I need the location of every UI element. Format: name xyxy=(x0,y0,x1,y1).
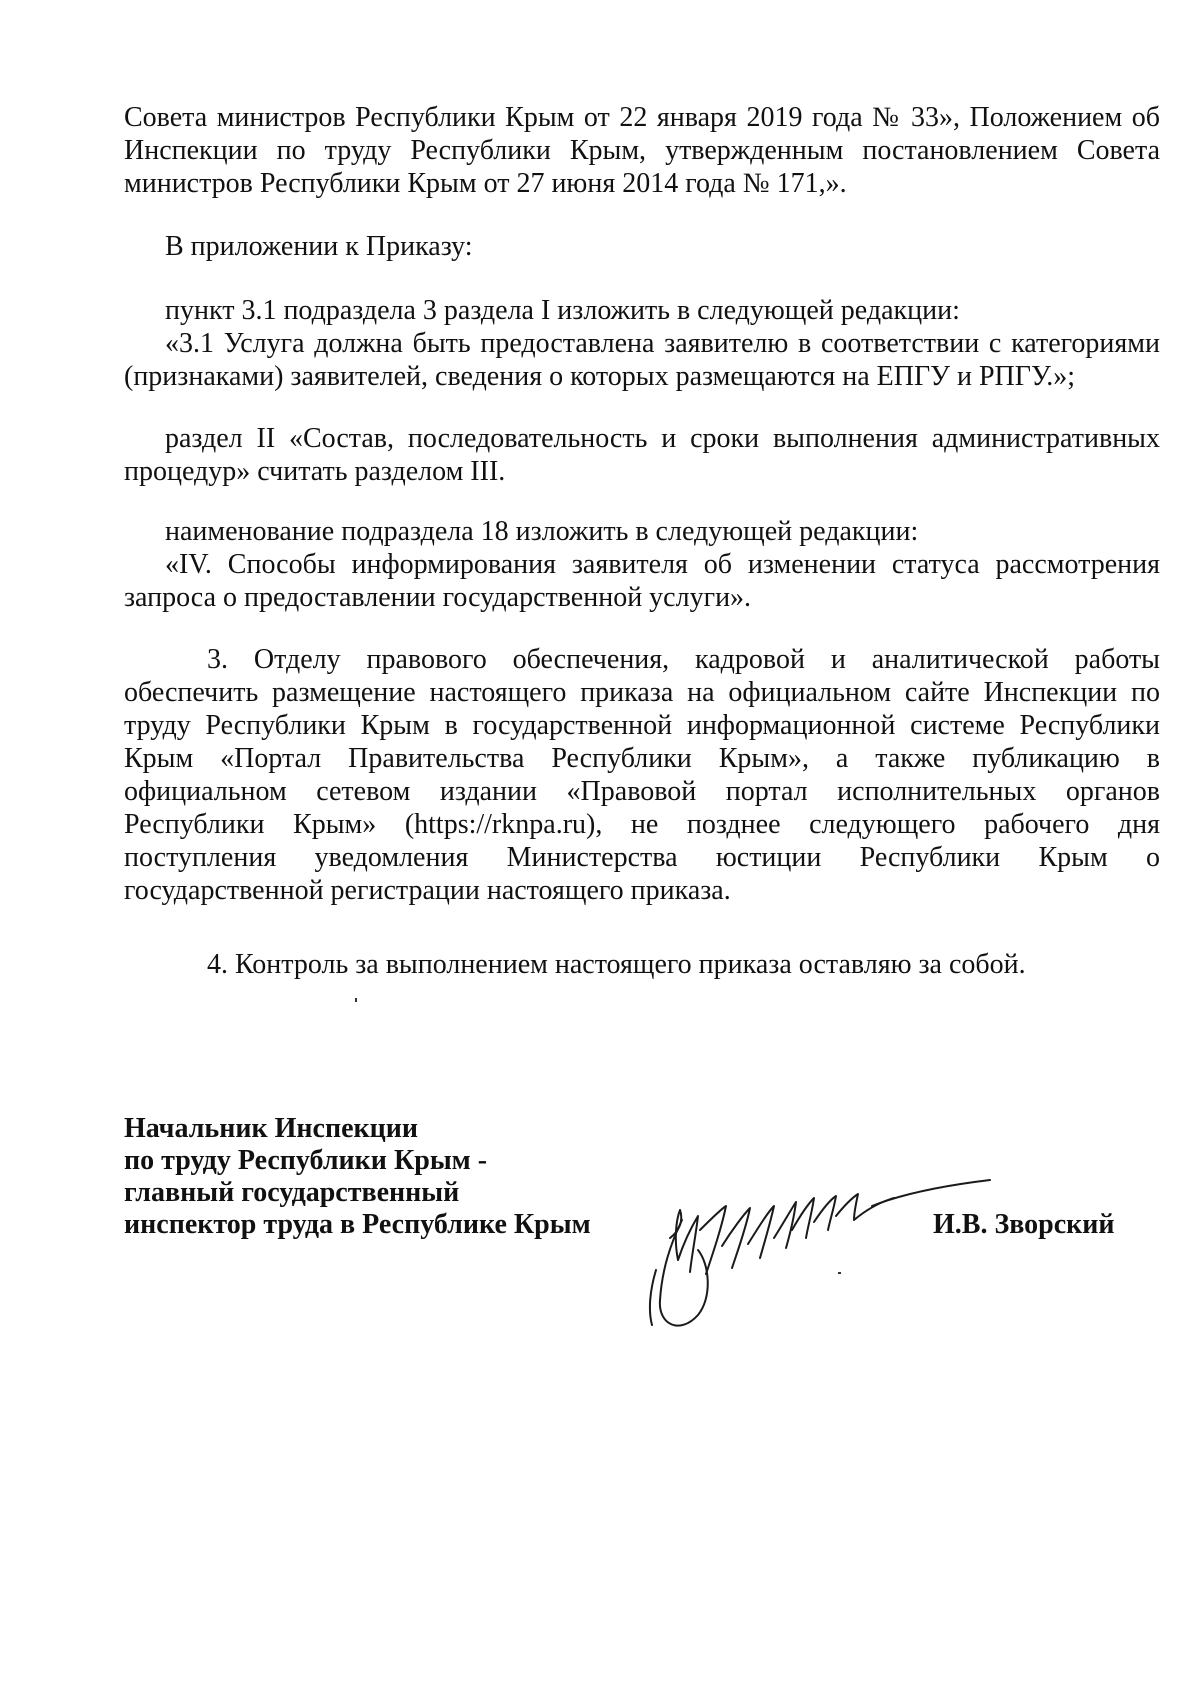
intro-paragraph: Совета министров Республики Крым от 22 января 2019 года № 33», Положением об Инспекции по труду Республики Крым, утвержденным постановлением Совета министров Республики Крым от 27 июня 2014 года № 171,». xyxy=(124,102,1160,199)
signer-position xyxy=(124,1113,591,1241)
scan-speck xyxy=(355,998,357,1002)
signer-position-line: по труду Республики Крым - xyxy=(124,1145,488,1176)
item-3-1-instruction: пункт 3.1 подраздела 3 раздела I изложить в следующей редакции: xyxy=(165,295,960,326)
point-3-paragraph: 3. Отделу правового обеспечения, кадровой и аналитической работы обеспечить размещение настоящего приказа на официальном сайте Инспекции по труду Республики Крым в государственной информационной системе Республики Крым «Портал Правительства Республики Крым», а также публикацию в официальном сетевом издании «Правовой портал исполнительных органов Республики Крым» (https://rknpa.ru), не позднее следующего рабочего дня поступления уведомления Министерства юстиции Республики Крым о государственной регистрации настоящего приказа. xyxy=(124,644,1160,906)
item-3-1-text: «3.1 Услуга должна быть предоставлена заявителю в соответствии с категориями (признаками) заявителей, сведения о которых размещаются на ЕПГУ и РПГУ.»; xyxy=(124,328,1160,392)
section-2-text: раздел II «Состав, последовательность и сроки выполнения административных процедур» считать разделом III. xyxy=(124,423,1160,487)
subsection-18-instruction: наименование подраздела 18 изложить в следующей редакции: xyxy=(165,516,919,547)
signer-name: И.В. Зворский xyxy=(933,1209,1115,1240)
signer-position-line: инспектор труда в Республике Крым xyxy=(124,1209,591,1240)
handwritten-signature xyxy=(640,1150,1010,1340)
scan-speck xyxy=(838,1272,841,1274)
signer-position-line: Начальник Инспекции xyxy=(124,1113,419,1144)
signer-position-line: главный государственный xyxy=(124,1177,460,1208)
subsection-18-text: «IV. Способы информирования заявителя об изменении статуса рассмотрения запроса о предоставлении государственной услуги». xyxy=(124,549,1160,613)
appendix-heading: В приложении к Приказу: xyxy=(165,231,473,262)
point-4-paragraph: 4. Контроль за выполнением настоящего приказа оставляю за собой. xyxy=(207,949,1026,980)
